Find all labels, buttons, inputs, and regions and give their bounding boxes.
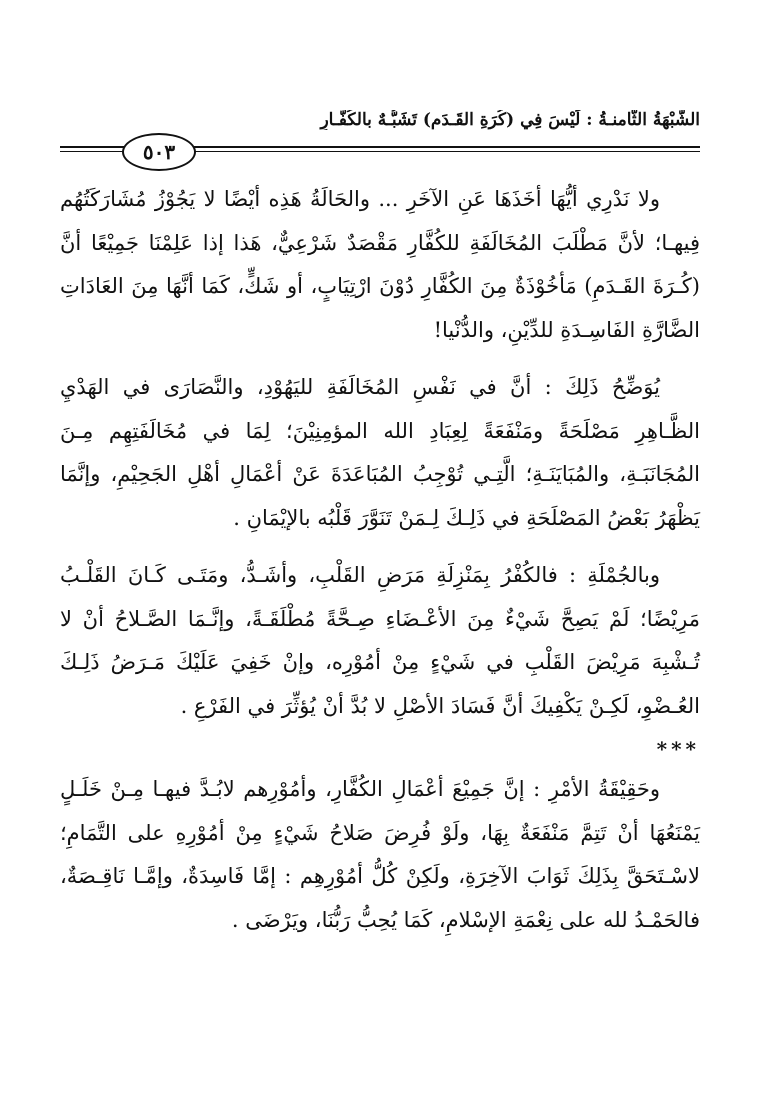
body-text xyxy=(60,178,700,942)
page-number-badge: ٥٠٣ xyxy=(122,133,196,171)
paragraph-2: يُوَضِّحُ ذَلِكَ : أنَّ في نَفْسِ المُخَالَفَةِ لليَهُوْدِ، والنَّصَارَى في الهَدْيِ الظَّـاهِرِ مَصْلَحَةً ومَنْفَعَةً لِعِبَادِ الله المؤمِنِيْنَ؛ لِمَا في مُخَالَفَتِهِم مِـنَ المُجَانَبَـةِ، والمُبَايَنَـةِ؛ الَّتِـي تُوْجِبُ المُبَاعَدَةَ عَنْ أعْمَالِ أهْلِ الجَحِيْمِ، وإنَّمَا يَظْهَرُ بَعْضُ المَصْلَحَةِ في ذَلِـكَ لِـمَنْ تَنَوَّرَ قَلْبُه بالإيْمَانِ . xyxy=(60,375,700,530)
paragraph-3: وبالجُمْلَةِ : فالكُفْرُ بِمَنْزِلَةِ مَرَضِ القَلْبِ، وأشَـدُّ، ومَتَـى كَـانَ القَلْـبُ مَرِيْضًا؛ لَمْ يَصِحَّ شَيْءٌ مِنَ الأعْـضَاءِ صِـحَّةً مُطْلَقَـةً، وإنَّـمَا الصَّـلاحُ أنْ لا تُـشْبِهَ مَرِيْضَ القَلْبِ في شَيْءٍ مِنْ أمُوْرِه، وإنْ خَفِيَ عَلَيْكَ مَـرَضُ ذَلِـكَ العُـضْوِ، لَكِـنْ يَكْفِيكَ أنَّ فَسَادَ الأصْلِ لا بُدَّ أنْ يُؤثِّرَ في الفَرْعِ . xyxy=(60,563,700,718)
running-header-title: الشُّبْهَةُ الثَّامنـةُ : لَيْسَ فِي (كُرَةِ القَـدَمِ) تَشَبُّـهٌ بالكُفَّـارِ xyxy=(320,110,700,130)
section-separator: *** xyxy=(656,737,700,761)
paragraph-1: ولا نَدْرِي أيُّهَا أخَذَهَا عَنِ الآخَرِ ... والحَالَةُ هَذِه أيْضًا لا يَجُوْزُ مُشَارَكَتُهُم فِيهـا؛ لأنَّ مَطْلَبَ المُخَالَفَةِ للكُفَّارِ مَقْصَدٌ شَرْعِيٌّ، هَذا إذا عَلِمْنَا جَمِيْعًا أنَّ (كُـرَةَ القَـدَمِ) مَأخُوْذَةٌ مِنَ الكُفَّارِ دُوْنَ ارْتِيَابٍ، أو شَكٍّ، كَمَا أنَّهَا مِنَ العَادَاتِ الضَّارَّةِ الفَاسِـدَةِ للدِّيْنِ، والدُّنْيا! xyxy=(60,187,700,342)
paragraph-4: وحَقِيْقَةُ الأمْرِ : إنَّ جَمِيْعَ أعْمَالِ الكُفَّارِ، وأمُوْرِهم لابُـدَّ فيهـا مِـنْ خَلَـلٍ يَمْنَعُهَا أنْ تَتِمَّ مَنْفَعَةٌ بِهَا، ولَوْ فُرِضَ صَلاحُ شَيْءٍ مِنْ أمُوْرِهِ على التَّمَامِ؛ لاسْـتَحَقَّ بِذَلِكَ ثَوَابَ الآخِرَةِ، ولَكِنْ كُلُّ أمُوْرِهِم : إمَّا فَاسِدَةٌ، وإمَّـا نَاقِـصَةٌ، فالحَمْـدُ لله على نِعْمَةِ الإسْلامِ، كَمَا يُحِبُّ رَبُّنَا، ويَرْضَى . xyxy=(60,777,700,932)
